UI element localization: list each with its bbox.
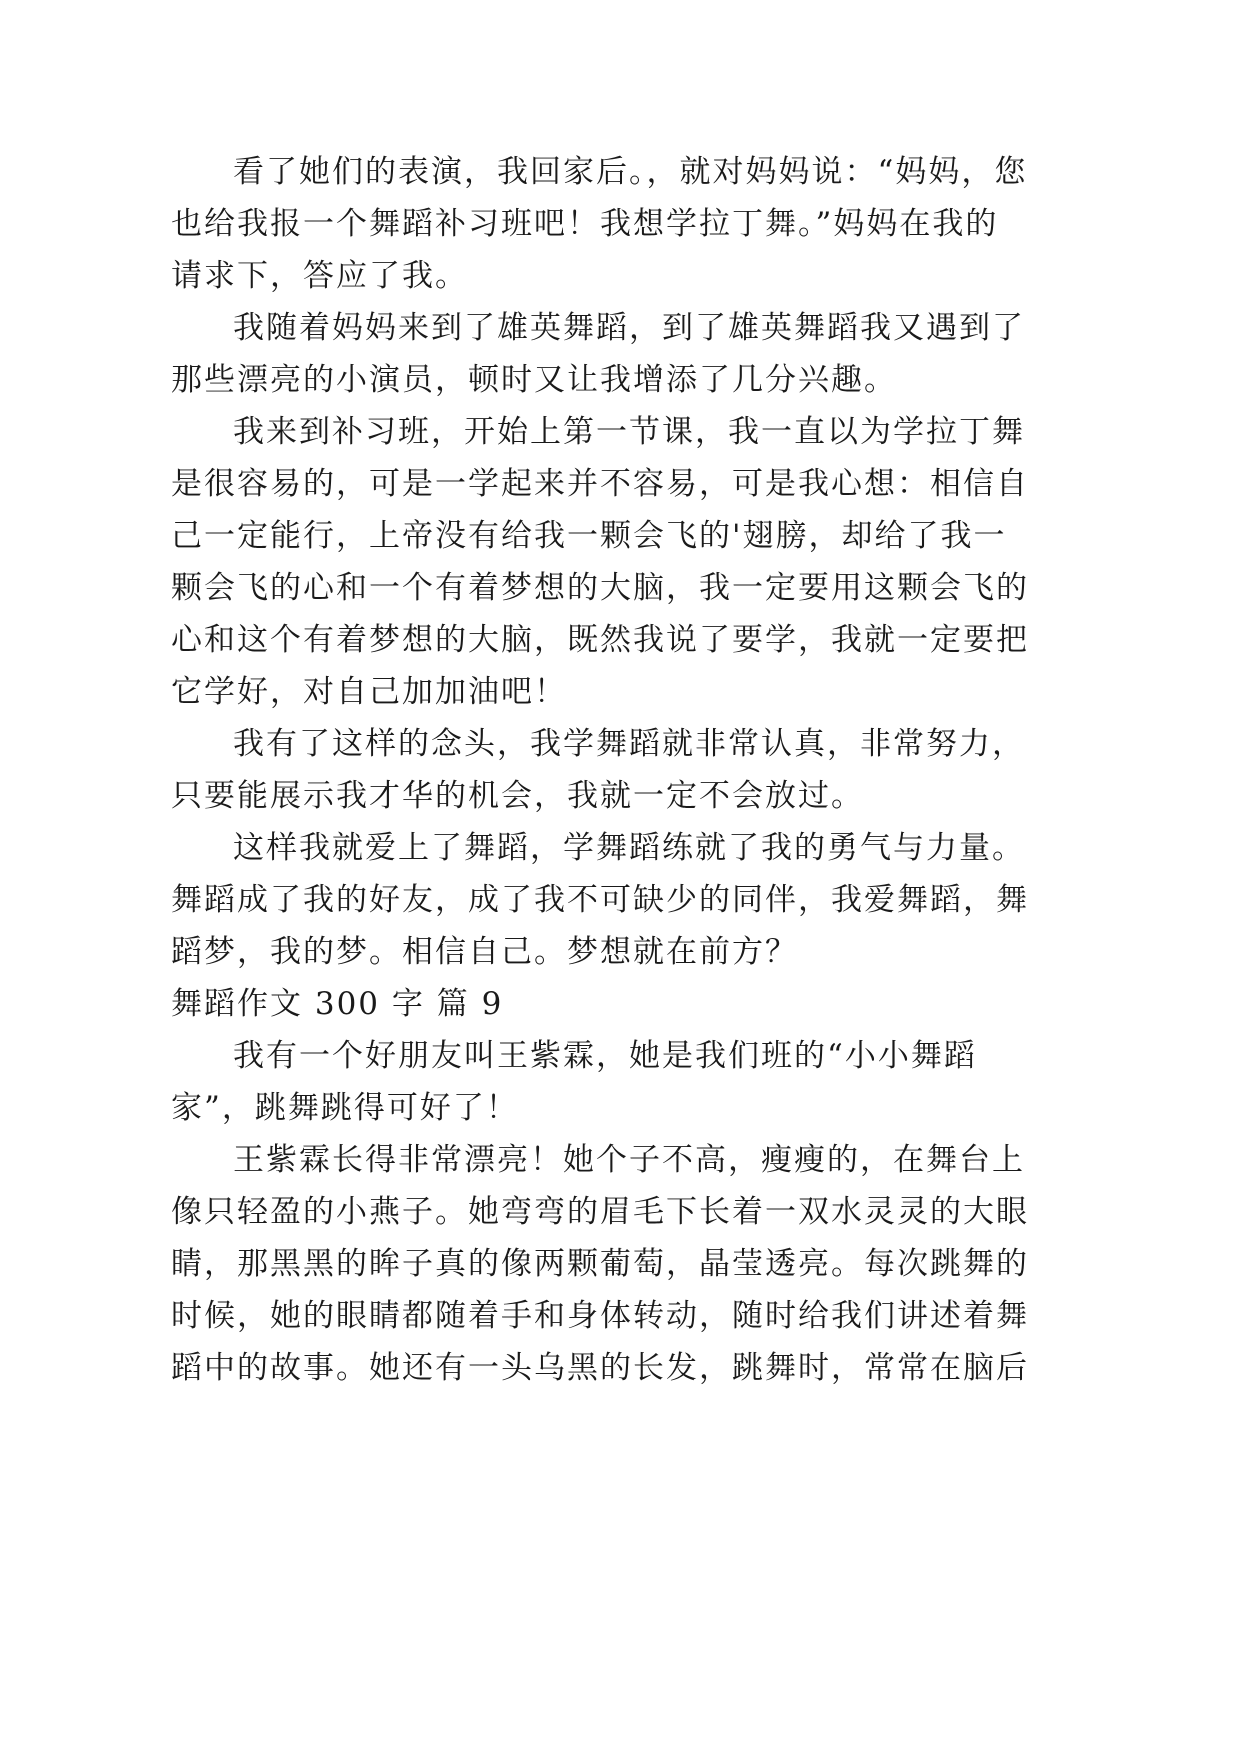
text-line: 颗会飞的心和一个有着梦想的大脑，我一定要用这颗会飞的 [171,570,1029,606]
text-line: 我随着妈妈来到了雄英舞蹈，到了雄英舞蹈我又遇到了 [233,310,1025,346]
text-line: 心和这个有着梦想的大脑，既然我说了要学，我就一定要把 [171,622,1029,658]
text-line: 家”，跳舞跳得可好了！ [171,1090,519,1126]
section-heading: 舞蹈作文 300 字 篇 9 [171,986,504,1022]
text-line: 我来到补习班，开始上第一节课，我一直以为学拉丁舞 [233,414,1025,450]
text-line: 是很容易的，可是一学起来并不容易，可是我心想：相信自 [171,466,1029,502]
text-line: 时候，她的眼睛都随着手和身体转动，随时给我们讲述着舞 [171,1298,1029,1334]
text-line: 蹈梦，我的梦。相信自己。梦想就在前方？ [171,934,798,970]
text-line: 也给我报一个舞蹈补习班吧！我想学拉丁舞。”妈妈在我的 [171,206,999,242]
text-line: 舞蹈成了我的好友，成了我不可缺少的同伴，我爱舞蹈，舞 [171,882,1029,918]
text-line: 只要能展示我才华的机会，我就一定不会放过。 [171,778,864,814]
text-line: 我有了这样的念头，我学舞蹈就非常认真，非常努力， [233,726,1025,762]
text-line: 己一定能行，上帝没有给我一颗会飞的'翅膀，却给了我一 [171,518,1007,554]
text-line: 像只轻盈的小燕子。她弯弯的眉毛下长着一双水灵灵的大眼 [171,1194,1029,1230]
text-line: 我有一个好朋友叫王紫霖，她是我们班的“小小舞蹈 [233,1038,977,1074]
text-line: 请求下，答应了我。 [171,258,468,294]
text-line: 看了她们的表演，我回家后。，就对妈妈说：“妈妈，您 [233,154,1028,190]
text-line: 蹈中的故事。她还有一头乌黑的长发，跳舞时，常常在脑后 [171,1350,1029,1386]
text-line: 王紫霖长得非常漂亮！她个子不高，瘦瘦的，在舞台上 [233,1142,1025,1178]
text-line: 那些漂亮的小演员，顿时又让我增添了几分兴趣。 [171,362,897,398]
text-line: 睛，那黑黑的眸子真的像两颗葡萄，晶莹透亮。每次跳舞的 [171,1246,1029,1282]
text-line: 这样我就爱上了舞蹈，学舞蹈练就了我的勇气与力量。 [233,830,1025,866]
text-line: 它学好，对自己加加油吧！ [171,674,567,710]
